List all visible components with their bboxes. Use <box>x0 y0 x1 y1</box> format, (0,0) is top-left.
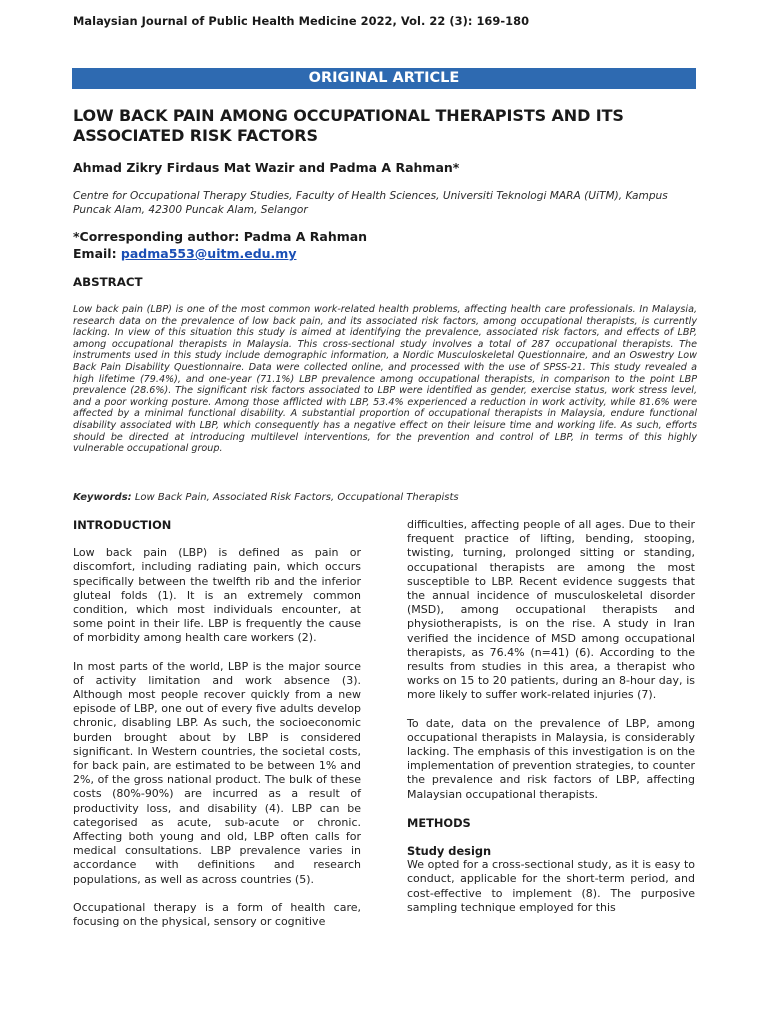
article-type-banner: ORIGINAL ARTICLE <box>72 68 696 89</box>
intro-paragraph-1: Low back pain (LBP) is defined as pain or discomfort, including radiating pain, which occurs specifically between the twelfth rib and the inferior gluteal folds (1). It is an extremely common condition, which most individuals encounter, at some point in their life. LBP is frequently the cause of morbidity among health care workers (2). <box>73 546 361 645</box>
abstract-heading: ABSTRACT <box>73 275 143 289</box>
study-design-heading: Study design <box>407 844 492 859</box>
author-list: Ahmad Zikry Firdaus Mat Wazir and Padma A Rahman* <box>73 160 460 175</box>
keywords-line <box>73 492 697 503</box>
journal-header: Malaysian Journal of Public Health Medicine 2022, Vol. 22 (3): 169-180 <box>73 14 530 28</box>
keywords-label: Keywords: <box>73 492 132 503</box>
intro-paragraph-2: In most parts of the world, LBP is the major source of activity limitation and work absence (3). Although most people recover quickly from a new episode of LBP, one out of every five adults develop chronic, disabling LBP. As such, the socioeconomic burden brought about by LBP is considered significant. In Western countries, the societal costs, for back pain, are estimated to be between 1% and 2%, of the gross national product. The bulk of these costs (80%-90%) are incurred as a result of productivity loss, and disability (4). LBP can be categorised as acute, sub-acute or chronic. Affecting both young and old, LBP often calls for medical consultations. LBP prevalence varies in accordance with definitions and research populations, as well as across countries (5). <box>73 659 361 886</box>
affiliation: Centre for Occupational Therapy Studies, Faculty of Health Sciences, Universiti Teknologi MARA (UiTM), Kampus Puncak Alam, 42300 Puncak Alam, Selangor <box>73 190 668 216</box>
email-label: Email: <box>73 246 121 261</box>
left-column <box>73 518 361 943</box>
intro-paragraph-3: Occupational therapy is a form of health care, focusing on the physical, sensory or cognitive <box>73 900 361 929</box>
abstract-body: Low back pain (LBP) is one of the most common work-related health problems, affecting health care professionals. In Malaysia, research data on the prevalence of low back pain, and its associated risk factors, among occupational therapists, is currently lacking. In view of this situation this study is aimed at identifying the prevalence, associated risk factors, and effects of LBP, among occupational therapists in Malaysia. This cross-sectional study involves a total of 287 occupational therapists. The instruments used in this study include demographic information, a Nordic Musculoskeletal Questionnaire, and an Oswestry Low Back Pain Disability Questionnaire. Data were collected online, and processed with the use of SPSS-21. This study revealed a high lifetime (79.4%), and one-year (71.1%) LBP prevalence among occupational therapists, in comparison to the point LBP prevalence (28.6%). The significant risk factors associated to LBP were identified as gender, exercise status, work stress level, and a poor working posture. Among those afflicted with LBP, 53.4% experienced a reduction in work activity, while 81.6% were affected by a minimal functional disability. A substantial proportion of occupational therapists in Malaysia, endure functional disability associated with LBP, which consequently has a negative effect on their leisure time and working life. As such, efforts should be directed at introducing multilevel interventions, for the prevention and control of LBP, in terms of this highly vulnerable occupational group. <box>73 304 697 455</box>
methods-heading: METHODS <box>407 815 471 830</box>
article-title: LOW BACK PAIN AMONG OCCUPATIONAL THERAPISTS AND ITS ASSOCIATED RISK FACTORS <box>73 106 624 145</box>
intro-paragraph-4: difficulties, affecting people of all ages. Due to their frequent practice of lifting, bending, stooping, twisting, turning, prolonged sitting or standing, occupational therapists are among the most susceptible to LBP. Recent evidence suggests that the annual incidence of musculoskeletal disorder (MSD), among occupational therapists and physiotherapists, is on the rise. A study in Iran verified the incidence of MSD among occupational therapists, as 76.4% (n=41) (6). According to the results from studies in this area, a therapist who works on 15 to 20 patients, during an 8-hour day, is more likely to suffer work-related injuries (7). <box>407 518 695 702</box>
keywords-text: Low Back Pain, Associated Risk Factors, Occupational Therapists <box>131 492 459 503</box>
methods-paragraph-1: We opted for a cross-sectional study, as it is easy to conduct, applicable for the short-term period, and cost-effective to implement (8). The purposive sampling technique employed for this <box>407 858 695 914</box>
intro-paragraph-5: To date, data on the prevalence of LBP, among occupational therapists in Malaysia, is considerably lacking. The emphasis of this investigation is on the implementation of prevention strategies, to counter the prevalence and risk factors of LBP, affecting Malaysian occupational therapists. <box>407 716 695 801</box>
right-column <box>407 518 695 929</box>
email-link[interactable]: padma553@uitm.edu.my <box>120 246 297 261</box>
corresponding-author: *Corresponding author: Padma A Rahman <box>73 229 368 244</box>
introduction-heading: INTRODUCTION <box>73 518 172 532</box>
corresponding-author-block <box>73 228 698 262</box>
email-line <box>73 245 698 262</box>
